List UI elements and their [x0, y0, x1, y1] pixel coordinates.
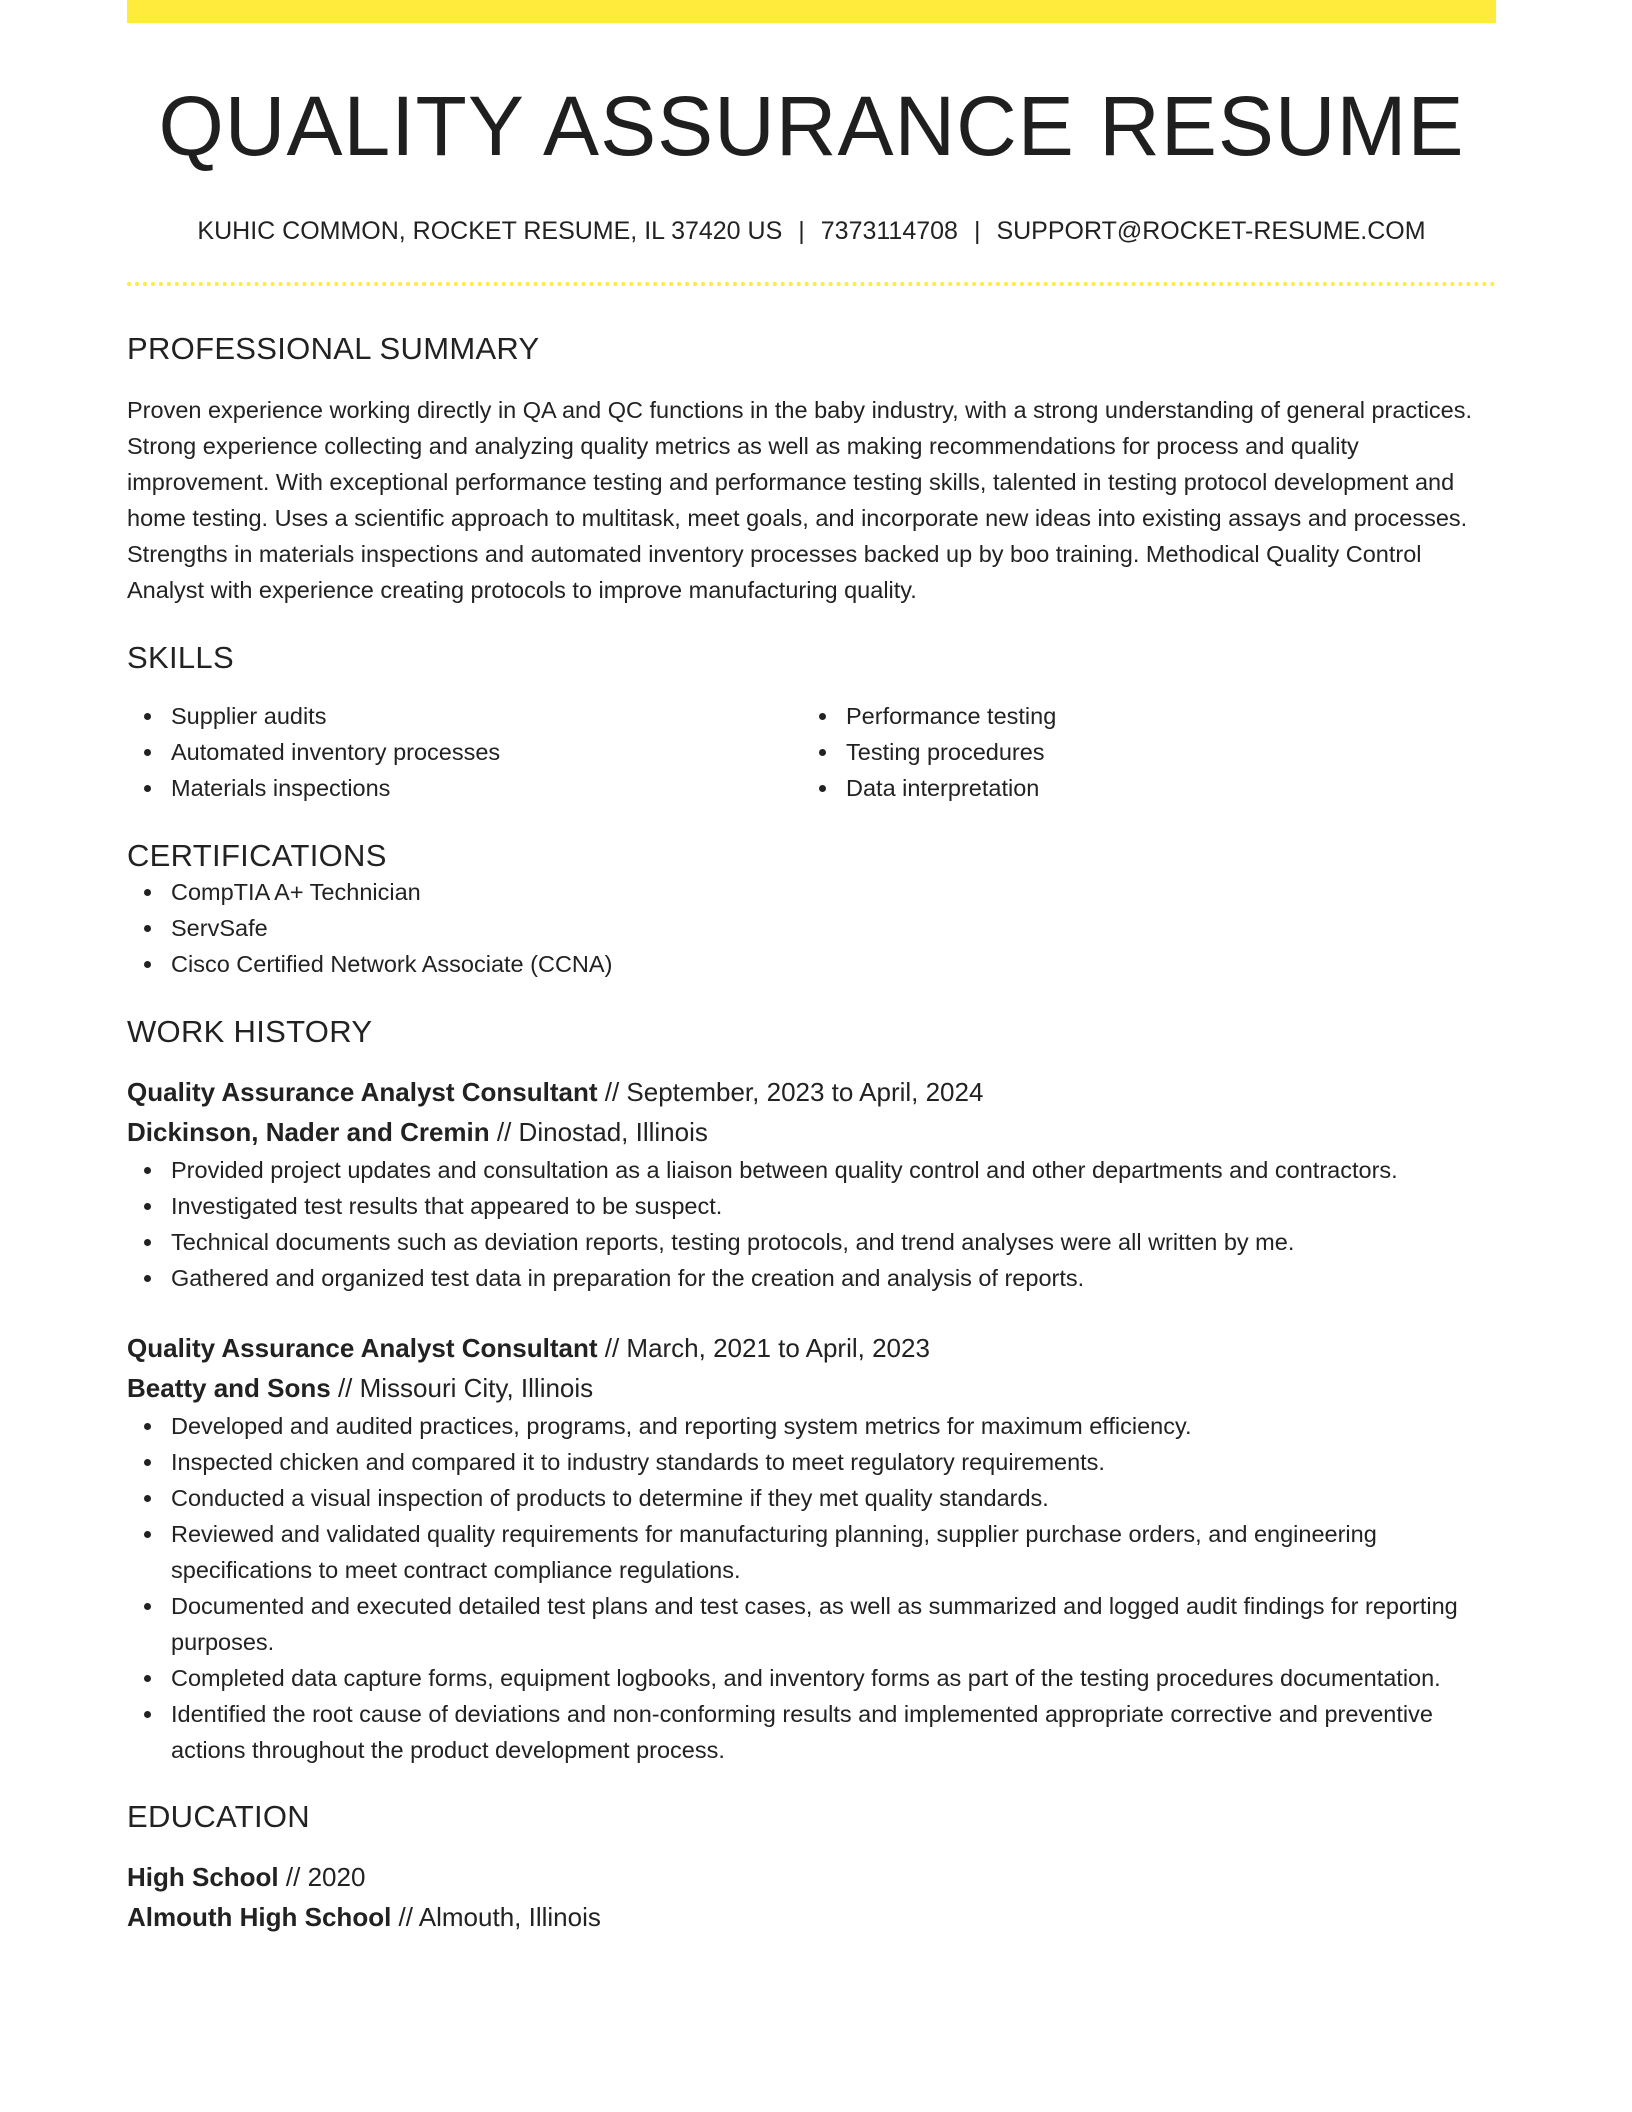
job-duty-item: Identified the root cause of deviations and non-conforming results and implemented appropriate corrective and preventive actions throughout the product development process. [127, 1696, 1496, 1768]
work-history-heading: WORK HISTORY [127, 1013, 373, 1049]
education-location: // Almouth, Illinois [391, 1902, 601, 1933]
skills-list-right [802, 698, 1477, 806]
job-role-line [127, 1328, 1496, 1368]
education-year: // 2020 [278, 1862, 366, 1893]
job-company-line [127, 1112, 1496, 1152]
certification-item: CompTIA A+ Technician [127, 874, 1496, 910]
education-school: Almouth High School [127, 1902, 392, 1933]
job-duty-item: Documented and executed detailed test plans and test cases, as well as summarized and logged audit findings for reporting purposes. [127, 1588, 1496, 1660]
contact-separator: | [798, 217, 805, 246]
dotted-divider [127, 282, 1496, 286]
job-entry [127, 1072, 1496, 1296]
certifications-list [127, 874, 1496, 982]
job-location: // Dinostad, Illinois [489, 1117, 708, 1148]
skill-item: Testing procedures [802, 734, 1477, 770]
job-duties-list [127, 1408, 1496, 1768]
skill-item: Automated inventory processes [127, 734, 802, 770]
job-duty-item: Conducted a visual inspection of products to determine if they met quality standards. [127, 1480, 1496, 1516]
job-company: Beatty and Sons [127, 1373, 331, 1404]
skill-item: Materials inspections [127, 770, 802, 806]
education-degree: High School [127, 1862, 279, 1893]
skill-item: Performance testing [802, 698, 1477, 734]
job-duty-item: Inspected chicken and compared it to industry standards to meet regulatory requirements. [127, 1444, 1496, 1480]
education-school-line [127, 1897, 1496, 1937]
job-duty-item: Developed and audited practices, programs, and reporting system metrics for maximum efficiency. [127, 1408, 1496, 1444]
job-duties-list [127, 1152, 1496, 1296]
email: SUPPORT@ROCKET-RESUME.COM [996, 217, 1426, 246]
address: KUHIC COMMON, ROCKET RESUME, IL 37420 US [197, 217, 783, 246]
job-company: Dickinson, Nader and Cremin [127, 1117, 490, 1148]
certifications-section [127, 837, 1496, 982]
skills-heading: SKILLS [127, 639, 234, 675]
education-heading: EDUCATION [127, 1799, 310, 1835]
certifications-heading: CERTIFICATIONS [127, 837, 387, 873]
job-location: // Missouri City, Illinois [330, 1373, 594, 1404]
job-duty-item: Reviewed and validated quality requirements for manufacturing planning, supplier purchase orders, and engineering specifications to meet contract compliance regulations. [127, 1516, 1496, 1588]
job-dates: // September, 2023 to April, 2024 [597, 1077, 984, 1108]
skill-item: Data interpretation [802, 770, 1477, 806]
skills-section [127, 639, 1496, 806]
summary-heading: PROFESSIONAL SUMMARY [127, 331, 540, 367]
job-entry [127, 1328, 1496, 1768]
summary-section [127, 330, 1496, 607]
job-duty-item: Completed data capture forms, equipment logbooks, and inventory forms as part of the testing procedures documentation. [127, 1660, 1496, 1696]
job-company-line [127, 1368, 1496, 1408]
contact-line [127, 216, 1496, 246]
certification-item: Cisco Certified Network Associate (CCNA) [127, 946, 1496, 982]
job-duty-item: Technical documents such as deviation reports, testing protocols, and trend analyses were all written by me. [127, 1224, 1496, 1260]
job-role: Quality Assurance Analyst Consultant [127, 1333, 598, 1364]
job-duty-item: Gathered and organized test data in preparation for the creation and analysis of reports. [127, 1260, 1496, 1296]
summary-text: Proven experience working directly in QA and QC functions in the baby industry, with a strong understanding of general practices. Strong experience collecting and analyzing quality metrics as well as making recommendations for process and quality improvement. With exceptional performance testing and performance testing skills, talented in testing protocol development and home testing. Uses a scientific approach to multitask, meet goals, and incorporate new ideas into existing assays and processes. Strengths in materials inspections and automated inventory processes backed up by boo training. Methodical Quality Control Analyst with experience creating protocols to improve manufacturing quality. [127, 396, 1473, 603]
skills-list-left [127, 698, 802, 806]
resume-page [127, 0, 1496, 1937]
certification-item: ServSafe [127, 910, 1496, 946]
job-duty-item: Investigated test results that appeared to be suspect. [127, 1188, 1496, 1224]
job-role: Quality Assurance Analyst Consultant [127, 1077, 598, 1108]
job-dates: // March, 2021 to April, 2023 [597, 1333, 930, 1364]
education-degree-line [127, 1857, 1496, 1897]
resume-title: QUALITY ASSURANCE RESUME [158, 79, 1465, 173]
skill-item: Supplier audits [127, 698, 802, 734]
contact-separator: | [973, 217, 981, 246]
skills-grid [127, 698, 1496, 806]
job-role-line [127, 1072, 1496, 1112]
phone: 7373114708 [820, 217, 958, 246]
education-section [127, 1798, 1496, 1937]
accent-top-bar [127, 0, 1496, 23]
work-history-section [127, 1013, 1496, 1768]
job-duty-item: Provided project updates and consultation as a liaison between quality control and other departments and contractors. [127, 1152, 1496, 1188]
